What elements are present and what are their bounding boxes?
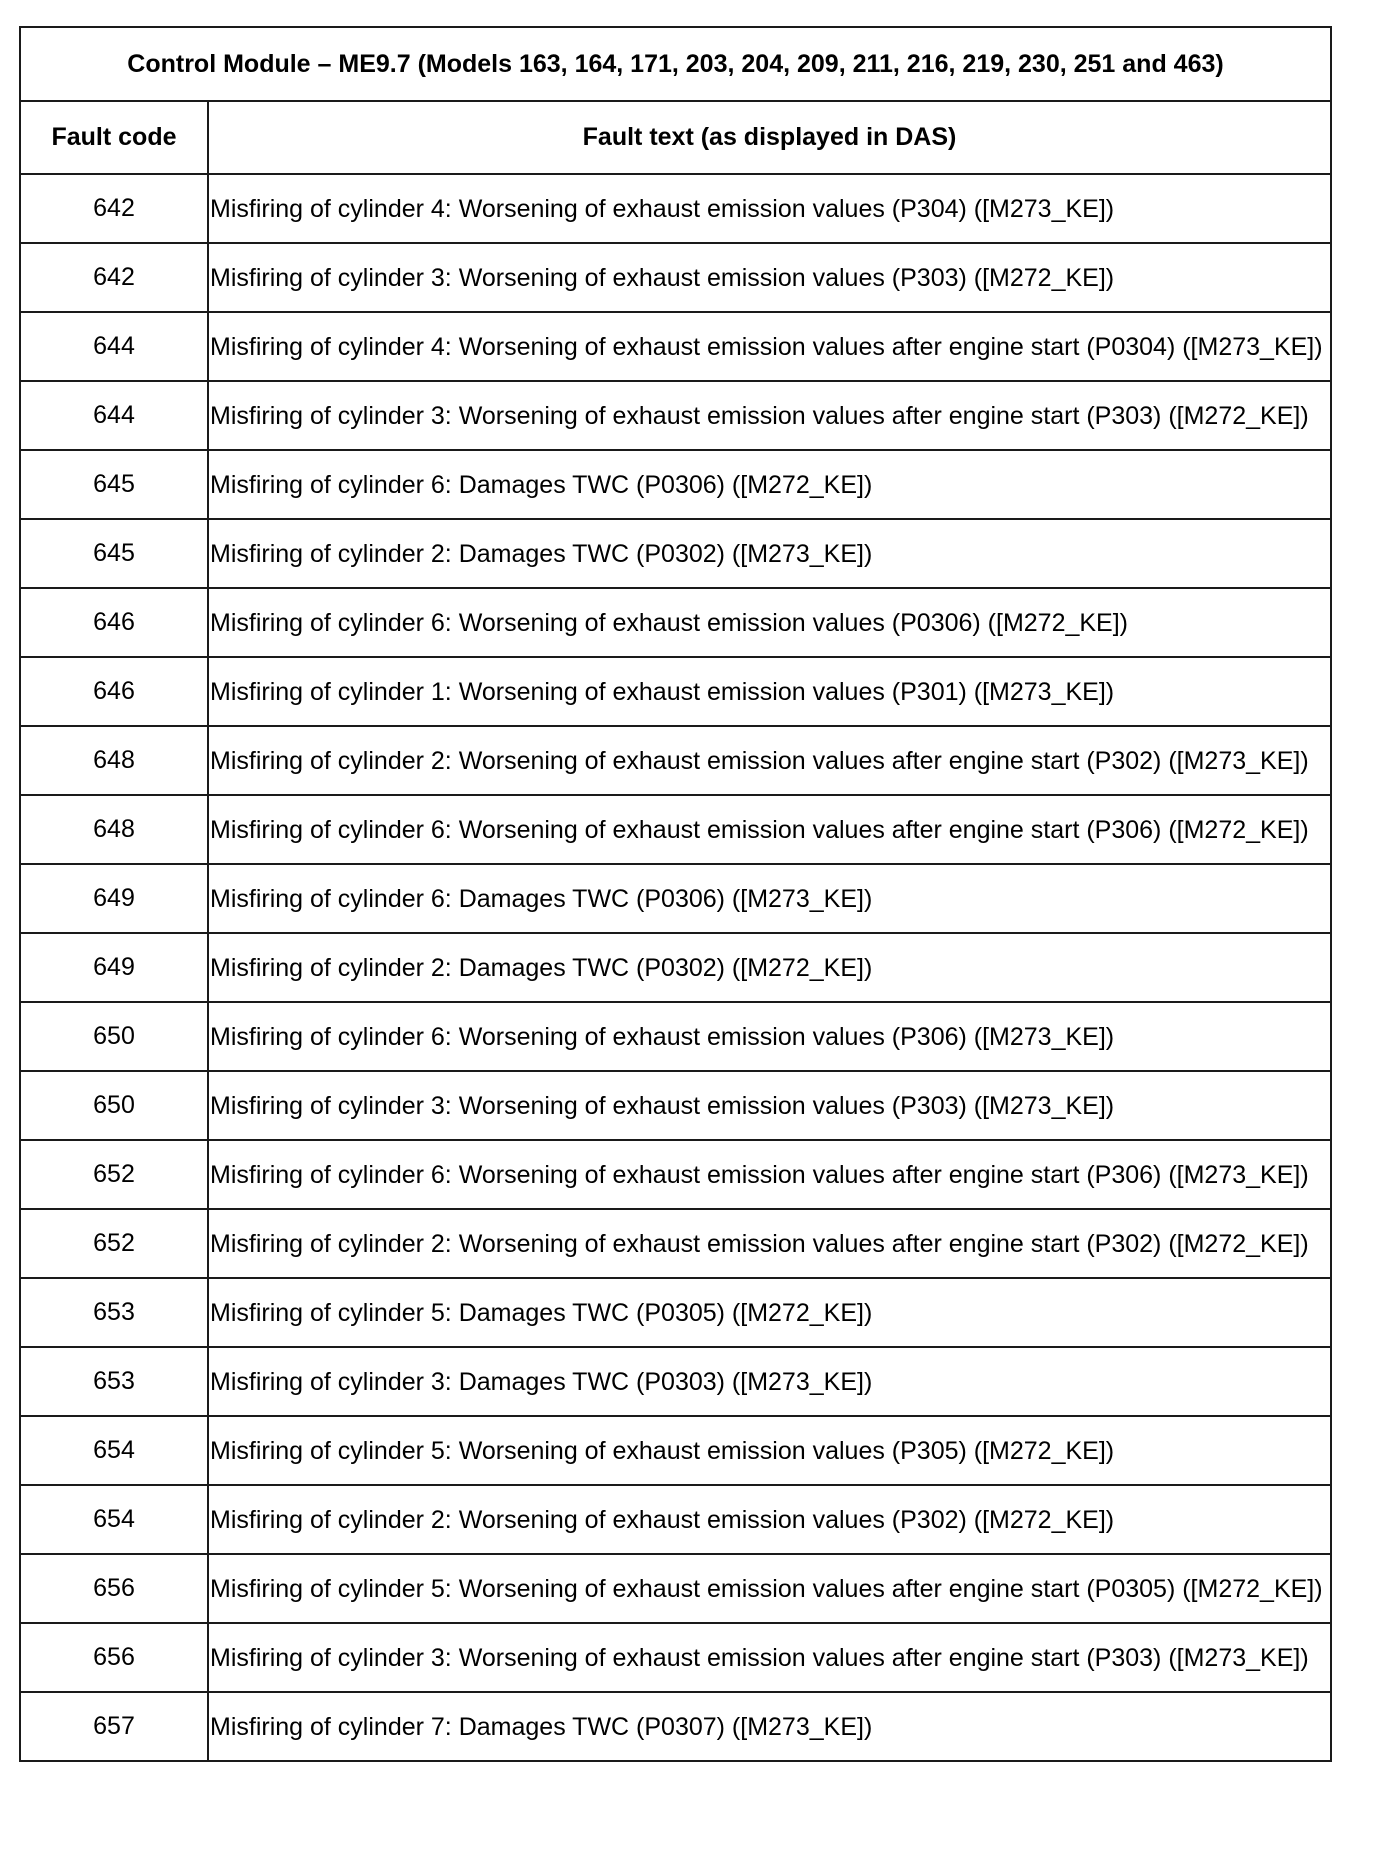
- fault-text-cell: Misfiring of cylinder 3: Damages TWC (P0303) ([M273_KE]): [208, 1347, 1331, 1416]
- fault-code-cell: 656: [20, 1623, 208, 1692]
- table-row: [20, 519, 1331, 588]
- table-row: [20, 1002, 1331, 1071]
- column-header-fault-text: Fault text (as displayed in DAS): [208, 101, 1331, 174]
- fault-text-cell: Misfiring of cylinder 3: Worsening of exhaust emission values after engine start (P303) ([M272_KE]): [208, 381, 1331, 450]
- table-row: [20, 1278, 1331, 1347]
- table-row: [20, 795, 1331, 864]
- table-row: [20, 1485, 1331, 1554]
- table-title-row: [20, 27, 1331, 101]
- table-row: [20, 1623, 1331, 1692]
- table-row: [20, 588, 1331, 657]
- fault-text-cell: Misfiring of cylinder 6: Damages TWC (P0306) ([M272_KE]): [208, 450, 1331, 519]
- fault-code-cell: 650: [20, 1002, 208, 1071]
- fault-code-cell: 653: [20, 1278, 208, 1347]
- fault-code-cell: 645: [20, 519, 208, 588]
- fault-code-cell: 644: [20, 381, 208, 450]
- table-row: [20, 726, 1331, 795]
- fault-text-cell: Misfiring of cylinder 5: Damages TWC (P0305) ([M272_KE]): [208, 1278, 1331, 1347]
- fault-text-cell: Misfiring of cylinder 6: Worsening of exhaust emission values after engine start (P306) ([M272_KE]): [208, 795, 1331, 864]
- fault-text-cell: Misfiring of cylinder 3: Worsening of exhaust emission values (P303) ([M272_KE]): [208, 243, 1331, 312]
- table-row: [20, 657, 1331, 726]
- fault-text-cell: Misfiring of cylinder 2: Worsening of exhaust emission values after engine start (P302) ([M272_KE]): [208, 1209, 1331, 1278]
- table-header-row: [20, 101, 1331, 174]
- fault-code-cell: 652: [20, 1209, 208, 1278]
- fault-text-cell: Misfiring of cylinder 4: Worsening of exhaust emission values after engine start (P0304) ([M273_KE]): [208, 312, 1331, 381]
- table-row: [20, 1140, 1331, 1209]
- fault-text-cell: Misfiring of cylinder 6: Worsening of exhaust emission values (P0306) ([M272_KE]): [208, 588, 1331, 657]
- table-row: [20, 381, 1331, 450]
- fault-text-cell: Misfiring of cylinder 2: Damages TWC (P0302) ([M272_KE]): [208, 933, 1331, 1002]
- table-row: [20, 1416, 1331, 1485]
- fault-code-cell: 644: [20, 312, 208, 381]
- fault-code-cell: 646: [20, 657, 208, 726]
- table-row: [20, 1347, 1331, 1416]
- fault-code-cell: 646: [20, 588, 208, 657]
- fault-code-cell: 648: [20, 795, 208, 864]
- table-row: [20, 1692, 1331, 1761]
- fault-text-cell: Misfiring of cylinder 6: Worsening of exhaust emission values after engine start (P306) ([M273_KE]): [208, 1140, 1331, 1209]
- fault-text-cell: Misfiring of cylinder 2: Damages TWC (P0302) ([M273_KE]): [208, 519, 1331, 588]
- fault-code-cell: 648: [20, 726, 208, 795]
- table-row: [20, 174, 1331, 243]
- fault-text-cell: Misfiring of cylinder 5: Worsening of exhaust emission values (P305) ([M272_KE]): [208, 1416, 1331, 1485]
- table-row: [20, 864, 1331, 933]
- fault-text-cell: Misfiring of cylinder 3: Worsening of exhaust emission values after engine start (P303) ([M273_KE]): [208, 1623, 1331, 1692]
- table-row: [20, 243, 1331, 312]
- table-row: [20, 450, 1331, 519]
- fault-text-cell: Misfiring of cylinder 5: Worsening of exhaust emission values after engine start (P0305) ([M272_KE]): [208, 1554, 1331, 1623]
- table-row: [20, 1554, 1331, 1623]
- fault-code-cell: 649: [20, 933, 208, 1002]
- table-row: [20, 312, 1331, 381]
- fault-code-cell: 657: [20, 1692, 208, 1761]
- table-row: [20, 1209, 1331, 1278]
- fault-text-cell: Misfiring of cylinder 3: Worsening of exhaust emission values (P303) ([M273_KE]): [208, 1071, 1331, 1140]
- fault-code-cell: 654: [20, 1485, 208, 1554]
- fault-code-cell: 653: [20, 1347, 208, 1416]
- fault-text-cell: Misfiring of cylinder 6: Damages TWC (P0306) ([M273_KE]): [208, 864, 1331, 933]
- fault-code-cell: 642: [20, 174, 208, 243]
- fault-text-cell: Misfiring of cylinder 4: Worsening of exhaust emission values (P304) ([M273_KE]): [208, 174, 1331, 243]
- fault-code-table: [19, 26, 1332, 1762]
- column-header-fault-code: Fault code: [20, 101, 208, 174]
- table-title: Control Module – ME9.7 (Models 163, 164, 171, 203, 204, 209, 211, 216, 219, 230, 251 and 463): [20, 27, 1331, 101]
- fault-text-cell: Misfiring of cylinder 1: Worsening of exhaust emission values (P301) ([M273_KE]): [208, 657, 1331, 726]
- fault-text-cell: Misfiring of cylinder 7: Damages TWC (P0307) ([M273_KE]): [208, 1692, 1331, 1761]
- fault-text-cell: Misfiring of cylinder 2: Worsening of exhaust emission values (P302) ([M272_KE]): [208, 1485, 1331, 1554]
- fault-code-cell: 654: [20, 1416, 208, 1485]
- table-row: [20, 933, 1331, 1002]
- fault-code-cell: 650: [20, 1071, 208, 1140]
- fault-code-cell: 645: [20, 450, 208, 519]
- table-body: [20, 174, 1331, 1761]
- fault-text-cell: Misfiring of cylinder 2: Worsening of exhaust emission values after engine start (P302) ([M273_KE]): [208, 726, 1331, 795]
- fault-code-cell: 652: [20, 1140, 208, 1209]
- table-row: [20, 1071, 1331, 1140]
- fault-code-cell: 656: [20, 1554, 208, 1623]
- fault-text-cell: Misfiring of cylinder 6: Worsening of exhaust emission values (P306) ([M273_KE]): [208, 1002, 1331, 1071]
- fault-code-cell: 649: [20, 864, 208, 933]
- fault-code-cell: 642: [20, 243, 208, 312]
